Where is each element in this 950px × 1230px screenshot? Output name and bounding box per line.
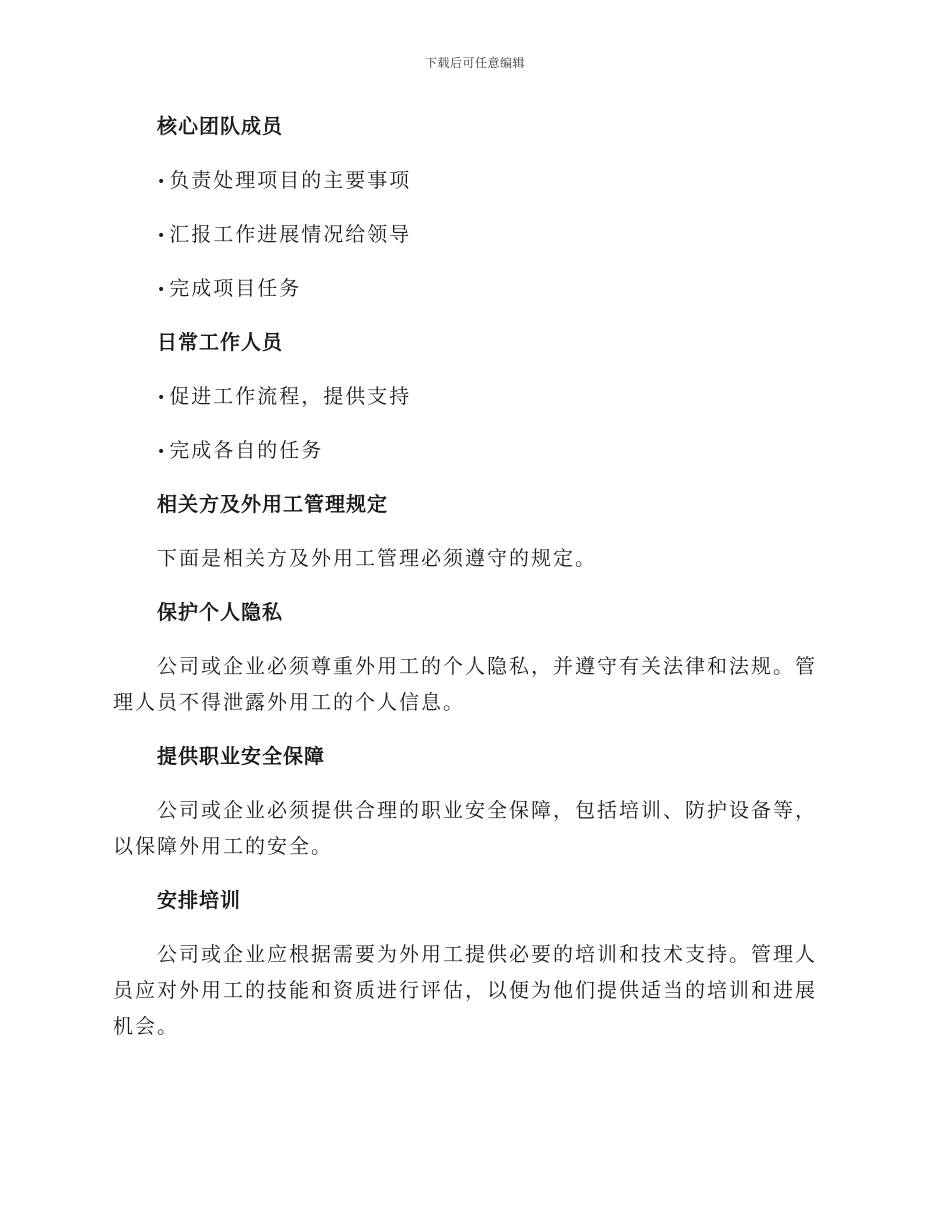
regulations-intro: 下面是相关方及外用工管理必须遵守的规定。	[157, 546, 597, 570]
safety-paragraph: 公司或企业必须提供合理的职业安全保障，包括培训、防护设备等，以保障外用工的安全。	[113, 798, 817, 858]
section-heading-daily-staff: 日常工作人员	[157, 330, 283, 354]
bullet-icon: •	[157, 443, 166, 460]
section-heading-safety: 提供职业安全保障	[157, 744, 325, 768]
bullet-text: 完成各自的任务	[169, 438, 324, 462]
section-heading-training: 安排培训	[157, 888, 241, 912]
training-paragraph: 公司或企业应根据需要为外用工提供必要的培训和技术支持。管理人员应对外用工的技能和资质进行评估，以便为他们提供适当的培训和进展机会。	[113, 942, 817, 1038]
bullet-icon: •	[157, 389, 166, 406]
privacy-paragraph: 公司或企业必须尊重外用工的个人隐私，并遵守有关法律和法规。管理人员不得泄露外用工的个人信息。	[113, 654, 817, 714]
document-body	[113, 108, 833, 1062]
section-heading-privacy: 保护个人隐私	[157, 600, 283, 624]
bullet-text: 促进工作流程，提供支持	[169, 384, 412, 408]
bullet-icon: •	[157, 173, 166, 190]
bullet-text: 负责处理项目的主要事项	[169, 168, 412, 192]
page-header-note: 下载后可任意编辑	[424, 56, 525, 70]
bullet-item	[113, 270, 833, 306]
bullet-text: 完成项目任务	[169, 276, 302, 300]
bullet-icon: •	[157, 227, 166, 244]
bullet-item	[113, 432, 833, 468]
section-heading-regulations: 相关方及外用工管理规定	[157, 492, 388, 516]
bullet-icon: •	[157, 281, 166, 298]
bullet-item	[113, 162, 833, 198]
bullet-item	[113, 378, 833, 414]
bullet-text: 汇报工作进展情况给领导	[169, 222, 412, 246]
bullet-item	[113, 216, 833, 252]
section-heading-core-team: 核心团队成员	[157, 114, 283, 138]
